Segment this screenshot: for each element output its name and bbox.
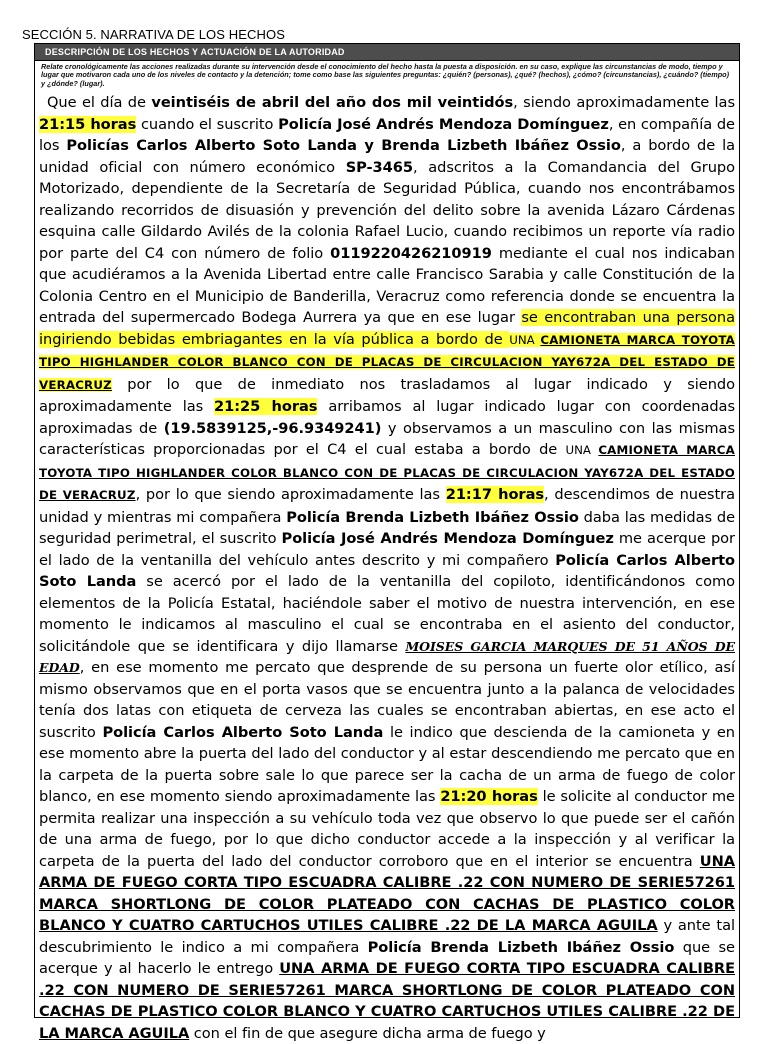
officer-name: Policía Brenda Lizbeth Ibáñez Ossio bbox=[367, 938, 675, 956]
ammunition-description: CUATRO CARTUCHOS UTILES CALIBRE .22 DE LA MARCA AGUILA bbox=[39, 1003, 735, 1042]
narrative-segment: que se acerque y al hacerlo le entrego bbox=[39, 938, 735, 978]
narrative-segment: cuando el suscrito bbox=[136, 115, 279, 133]
officer-name: Policía Carlos Alberto Soto Landa bbox=[39, 551, 735, 591]
narrative-segment: mediante el cual nos indicaban que acudiéramos a la Avenida Libertad entre calle Francisco Sarabia y calle Constitución de la Colonia Centro en el Municipio de Banderilla, Veracruz como referencia donde se encuentra la entrada del supermercado Bodega Aurrera ya que en ese lugar bbox=[39, 244, 735, 327]
weapon-description: UNA ARMA DE FUEGO CORTA TIPO ESCUADRA CALIBRE .22 CON NUMERO DE SERIE57261 MARCA SHORTLONG DE COLOR PLATEADO CON CACHAS DE PLASTICO COLOR BLANCO bbox=[39, 960, 735, 1021]
unit-number: SP-3465 bbox=[345, 158, 413, 176]
time-highlight: 21:25 horas bbox=[214, 398, 318, 416]
narrative-segment: me acerque por el lado de la ventanilla del vehículo antes descrito y mi compañero bbox=[39, 530, 736, 569]
officer-name: Policía José Andrés Mendoza Domínguez bbox=[281, 530, 614, 548]
officer-name: Policía Brenda Lizbeth Ibáñez Ossio bbox=[286, 508, 579, 526]
narrative-segment: , descendimos de nuestra unidad y mientras mi compañera bbox=[39, 486, 735, 526]
event-date: veintiséis de abril del año dos mil veintidós bbox=[151, 94, 514, 112]
narrative-segment: , en compañía de los bbox=[39, 115, 735, 155]
coordinates: (19.5839125,-96.9349241) bbox=[163, 419, 382, 437]
vehicle-description: CAMIONETA MARCA TOYOTA TIPO HIGHLANDER COLOR BLANCO CON DE PLACAS DE CIRCULACION YAY672A DEL ESTADO DE VERACRUZ bbox=[39, 443, 735, 503]
time-highlight: 21:15 horas bbox=[39, 115, 137, 133]
highlighted-phrase: se encontraban una persona ingiriendo bebidas embriagantes en la vía pública a bordo de bbox=[39, 309, 735, 348]
vehicle-description: CAMIONETA MARCA TOYOTA TIPO HIGHLANDER COLOR BLANCO CON DE PLACAS DE CIRCULACION YAY672A DEL ESTADO DE VERACRUZ bbox=[39, 332, 735, 392]
narrative-segment: le solicite al conductor me permita realizar una inspección a su vehículo toda vez que observo lo que puede ser el cañón de una arma de fuego, por lo que dicho conductor accede a la inspección y al verificar la carpeta de la puerta del lado del conductor corroboro que en el interior se encuentra bbox=[39, 788, 735, 870]
narrative-segment: Que el día de bbox=[47, 94, 152, 112]
officer-name: Policía José Andrés Mendoza Domínguez bbox=[278, 115, 609, 133]
narrative-segment: se acercó por el lado de la ventanilla del copiloto, identificándonos como elementos de la Policía Estatal, haciéndole saber el motivo de nuestra intervención, en ese momento le indicamos al masculino el cual se encontraba en el asiento del conductor, solicitándole que se identificara y dijo llamarse bbox=[39, 573, 736, 655]
narrative-segment: daba las medidas de seguridad perimetral, el suscrito bbox=[39, 508, 736, 548]
folio-number: 0119220426210919 bbox=[330, 244, 492, 262]
time-highlight: 21:17 horas bbox=[445, 486, 545, 504]
narrative-segment: , por lo que siendo aproximadamente las bbox=[135, 486, 446, 504]
officer-name: Policía Carlos Alberto Soto Landa bbox=[102, 723, 384, 741]
narrative-header: DESCRIPCIÓN DE LOS HECHOS Y ACTUACIÓN DE LA AUTORIDAD bbox=[35, 44, 739, 61]
narrative-segment: arribamos al lugar indicado lugar con coordenadas aproximadas de bbox=[39, 398, 735, 437]
narrative-segment: , siendo aproximadamente las bbox=[513, 94, 736, 112]
narrative-segment: UNA bbox=[565, 443, 599, 458]
narrative-segment: le indico que descienda de la camioneta y en ese momento abre la puerta del lado del conductor y al estar descendiendo me percato que en la carpeta de la puerta sobre sale lo que parece ser la cacha de un arma de fuego de color blanco, en ese momento siendo aproximadamente las bbox=[39, 723, 736, 806]
narrative-segment: con el fin de que asegure dicha arma de fuego y bbox=[189, 1024, 546, 1042]
highlighted-phrase: UNA bbox=[509, 332, 541, 347]
officer-names: Policías Carlos Alberto Soto Landa y Brenda Lizbeth Ibáñez Ossio bbox=[66, 137, 621, 155]
weapon-description: UNA ARMA DE FUEGO CORTA TIPO ESCUADRA CALIBRE .22 CON NUMERO DE SERIE57261 MARCA SHORTLONG DE COLOR PLATEADO CON CACHAS DE PLASTICO COLOR BLANCO Y CUATRO CARTUCHOS UTILES CALIBRE .22 DE LA MARCA AGUILA bbox=[39, 852, 735, 935]
section-title: SECCIÓN 5. NARRATIVA DE LOS HECHOS bbox=[22, 27, 285, 42]
narrative-text bbox=[35, 90, 739, 1044]
narrative-segment: , en ese momento me percato que desprende de su persona un fuerte olor etílico, así mismo observamos que en el porta vasos que se encuentra junto a la palanca de velocidades tenía dos latas con etiqueta de cerveza las cuales se encontraban abiertas, en ese acto el suscrito bbox=[39, 659, 735, 741]
narrative-segment: Y bbox=[349, 1003, 371, 1021]
narrative-segment: y observamos a un masculino con las mismas características proporcionadas por el C4 el cual estaba a bordo de bbox=[39, 419, 735, 459]
time-highlight: 21:20 horas bbox=[440, 788, 538, 806]
narrative-segment: , adscritos a la Comandancia del Grupo Motorizado, dependiente de la Secretaría de Seguridad Pública, cuando nos encontrábamos realizando recorridos de disuasión y prevención del delito sobre la avenida Lázaro Cárdenas esquina calle Gildardo Avilés de la colonia Rafael Lucio, cuando recibimos un reporte vía radio por parte del C4 con número de folio bbox=[39, 158, 735, 262]
narrative-segment: y ante tal descubrimiento le indico a mi compañera bbox=[39, 917, 735, 956]
narrative-box bbox=[34, 43, 740, 1042]
narrative-segment: por lo que de inmediato nos trasladamos al lugar indicado y siendo aproximadamente las bbox=[39, 375, 735, 416]
suspect-name: MOISES GARCIA MARQUES DE 51 AÑOS DE EDAD bbox=[39, 638, 735, 676]
narrative-instructions: Relate cronológicamente las acciones realizadas durante su intervención desde el conocimiento del hecho hasta la puesta a disposición. en su caso, explique las circunstancias de modo, tiempo y lugar que motivaron cada uno de los niveles de contacto y la detención; tome como base las siguientes preguntas: ¿quién? (personas), ¿qué? (hechos), ¿cómo? (circunstancias), ¿cuándo? (tiempo) y ¿dónde? (lugar). bbox=[41, 62, 730, 88]
narrative-segment: , a bordo de la unidad oficial con número económico bbox=[39, 137, 735, 176]
